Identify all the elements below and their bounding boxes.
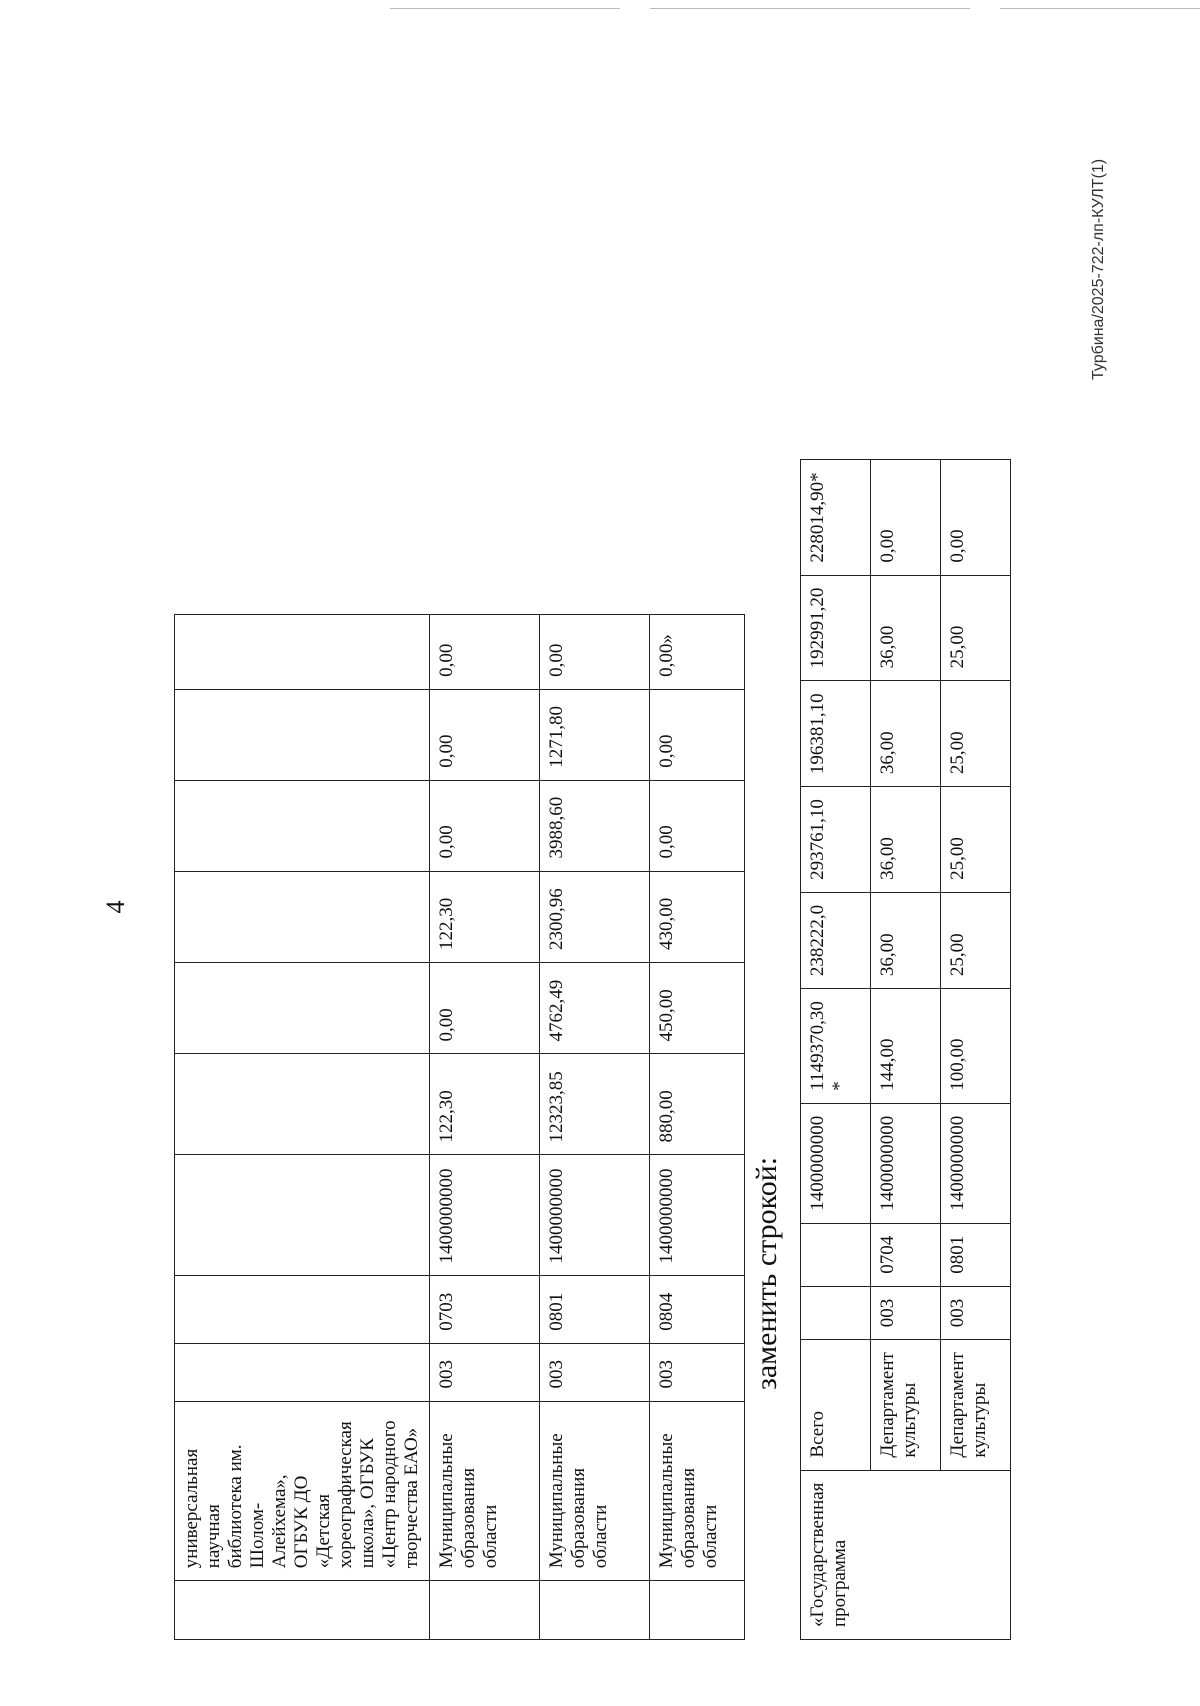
- table-cell: [175, 871, 430, 962]
- table-cell: 12323,85: [540, 1054, 650, 1155]
- table-cell: 293761,10: [801, 787, 871, 893]
- table-cell: [175, 1276, 430, 1343]
- table-cell: 36,00: [871, 892, 941, 988]
- table-cell: 25,00: [941, 892, 1011, 988]
- table-cell: 450,00: [650, 963, 745, 1054]
- table-row: [650, 615, 745, 1640]
- table-cell: 25,00: [941, 787, 1011, 893]
- table-cell: Муниципальные образования области: [650, 1401, 745, 1581]
- table-cell: универсальная научная библиотека им. Шолом-Алейхема», ОГБУК ДО «Детская хореографическая школа», ОГБУК «Центр народного творчества ЕАО»: [175, 1401, 430, 1581]
- table-cell: 1149370,30 *: [801, 989, 871, 1104]
- table-cell: [175, 1054, 430, 1155]
- table-cell: 0,00: [941, 460, 1011, 575]
- table-cell: 0801: [540, 1276, 650, 1343]
- table-cell: 100,00: [941, 989, 1011, 1104]
- table-cell: 003: [941, 1286, 1011, 1340]
- table-cell: 36,00: [871, 575, 941, 681]
- table-cell: 0,00: [650, 689, 745, 780]
- table-cell: [801, 1223, 871, 1286]
- table-cell: [801, 1286, 871, 1340]
- table-cell: 0,00: [871, 460, 941, 575]
- table-row: [871, 460, 941, 1640]
- table-cell: 003: [430, 1343, 540, 1401]
- table-cell: [175, 615, 430, 690]
- document-code-footer: Турбина/2025-722-лп-КУЛТ(1): [1090, 158, 1107, 380]
- table-cell: [175, 689, 430, 780]
- budget-table-bottom: [800, 459, 1011, 1640]
- table-cell: Департамент культуры: [941, 1340, 1011, 1470]
- scan-artifact-line: [1000, 8, 1200, 9]
- table-cell: 0,00: [430, 780, 540, 871]
- table-cell: 36,00: [871, 787, 941, 893]
- table-cell: Муниципальные образования области: [540, 1401, 650, 1581]
- table-cell: 0,00: [540, 615, 650, 690]
- table-cell: 238222,0: [801, 892, 871, 988]
- table-cell: 1400000000: [801, 1103, 871, 1223]
- table-cell: 122,30: [430, 1054, 540, 1155]
- table-cell: 0,00: [430, 963, 540, 1054]
- table-cell: [175, 963, 430, 1054]
- table-row: [801, 460, 871, 1640]
- table-cell: 3988,60: [540, 780, 650, 871]
- table-cell: «Государственная программа: [801, 1470, 1011, 1639]
- table-cell: 0804: [650, 1276, 745, 1343]
- table-cell: 0,00: [430, 689, 540, 780]
- table-cell: 880,00: [650, 1054, 745, 1155]
- replace-instruction: заменить строкой:: [750, 1156, 783, 1390]
- table-cell: 003: [540, 1343, 650, 1401]
- table-cell: 0,00: [430, 615, 540, 690]
- table-cell: Всего: [801, 1340, 871, 1470]
- table-cell: 0704: [871, 1223, 941, 1286]
- table-cell: 122,30: [430, 871, 540, 962]
- table-cell: [175, 1581, 430, 1640]
- table-cell: 2300,96: [540, 871, 650, 962]
- table-cell: 1400000000: [540, 1155, 650, 1276]
- table-cell: 1400000000: [871, 1103, 941, 1223]
- table-cell: [650, 1581, 745, 1640]
- table-cell: 0,00: [650, 780, 745, 871]
- table-cell: 144,00: [871, 989, 941, 1104]
- table-cell: 25,00: [941, 575, 1011, 681]
- table-cell: 0703: [430, 1276, 540, 1343]
- table-cell: [540, 1581, 650, 1640]
- table-cell: 1400000000: [650, 1155, 745, 1276]
- table-cell: 003: [650, 1343, 745, 1401]
- scan-artifact-line: [390, 8, 620, 9]
- table-cell: Муниципальные образования области: [430, 1401, 540, 1581]
- table-cell: [175, 780, 430, 871]
- table-cell: 1400000000: [430, 1155, 540, 1276]
- table-row: [540, 615, 650, 1640]
- table-cell: 430,00: [650, 871, 745, 962]
- table-cell: 4762,49: [540, 963, 650, 1054]
- table-row: [175, 615, 430, 1640]
- scan-artifact-line: [650, 8, 970, 9]
- table-cell: 228014,90*: [801, 460, 871, 575]
- table-cell: 196381,10: [801, 681, 871, 787]
- table-row: [941, 460, 1011, 1640]
- table-cell: [175, 1343, 430, 1401]
- table-row: [430, 615, 540, 1640]
- table-cell: 0,00»: [650, 615, 745, 690]
- table-cell: 0801: [941, 1223, 1011, 1286]
- table-cell: 1271,80: [540, 689, 650, 780]
- table-cell: 1400000000: [941, 1103, 1011, 1223]
- table-cell: 192991,20: [801, 575, 871, 681]
- budget-table-top: [174, 614, 745, 1640]
- table-cell: 25,00: [941, 681, 1011, 787]
- table-cell: [430, 1581, 540, 1640]
- page-number: 4: [101, 900, 130, 914]
- table-cell: Департамент культуры: [871, 1340, 941, 1470]
- table-cell: [175, 1155, 430, 1276]
- table-cell: 003: [871, 1286, 941, 1340]
- table-cell: 36,00: [871, 681, 941, 787]
